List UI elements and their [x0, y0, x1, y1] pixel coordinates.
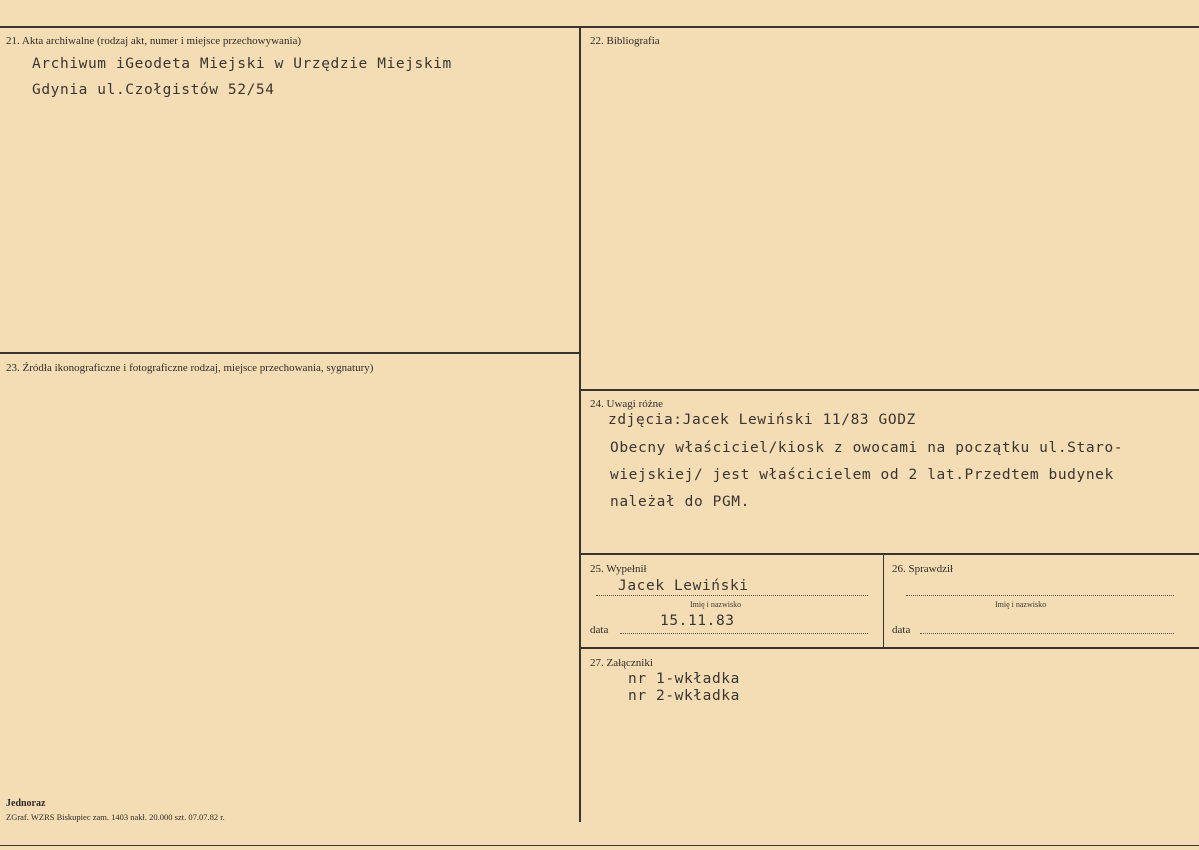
- field-21-label: 21. Akta archiwalne (rodzaj akt, numer i miejsce przechowywania): [6, 35, 302, 47]
- rule-24-25: [580, 553, 1199, 555]
- field-25-date-value: 15.11.83: [660, 613, 735, 629]
- field-22-label: 22. Bibliografia: [590, 35, 660, 47]
- field-24-line-4: należał do PGM.: [610, 494, 750, 510]
- field-26-name-dotted-line: [906, 595, 1174, 596]
- footer-line-2: ZGraf. WZRS Biskupiec zam. 1403 nakł. 20.000 szt. 07.07.82 r.: [6, 812, 225, 822]
- top-rule: [0, 26, 1199, 28]
- field-25-date-dotted-line: [620, 633, 868, 634]
- field-25-date-label: data: [590, 624, 609, 636]
- field-26-date-label: data: [892, 624, 911, 636]
- rule-25-27: [580, 647, 1199, 649]
- field-26-date-dotted-line: [920, 633, 1174, 634]
- field-24-line-2: Obecny właściciel/kiosk z owocami na początku ul.Staro-: [610, 440, 1124, 456]
- rule-21-23: [0, 352, 580, 354]
- field-25-name-dotted-line: [596, 595, 868, 596]
- field-24-label: 24. Uwagi różne: [590, 398, 664, 410]
- field-27-line-1: nr 1-wkładka: [628, 671, 740, 687]
- field-26-name-caption: Imię i nazwisko: [995, 600, 1047, 609]
- field-27-label: 27. Załączniki: [590, 657, 653, 669]
- field-24-line-1: zdjęcia:Jacek Lewiński 11/83 GODZ: [608, 412, 916, 428]
- bottom-rule: [0, 845, 1199, 846]
- field-21-line-1: Archiwum iGeodeta Miejski w Urzędzie Miejskim: [32, 56, 452, 72]
- footer-line-1: Jednoraz: [6, 798, 46, 809]
- field-23-label: 23. Źródła ikonograficzne i fotograficzne rodzaj, miejsce przechowania, sygnatury): [6, 362, 374, 374]
- field-24-line-3: wiejskiej/ jest właścicielem od 2 lat.Przedtem budynek: [610, 467, 1114, 483]
- vertical-divider: [579, 27, 581, 822]
- rule-22-24: [580, 389, 1199, 391]
- field-27-line-2: nr 2-wkładka: [628, 688, 740, 704]
- field-25-label: 25. Wypełnił: [590, 563, 647, 575]
- field-25-name-caption: Imię i nazwisko: [690, 600, 742, 609]
- field-26-label: 26. Sprawdził: [892, 563, 954, 575]
- field-21-line-2: Gdynia ul.Czołgistów 52/54: [32, 82, 275, 98]
- field-25-name-value: Jacek Lewiński: [618, 578, 749, 594]
- rule-25-26-divider: [883, 554, 884, 648]
